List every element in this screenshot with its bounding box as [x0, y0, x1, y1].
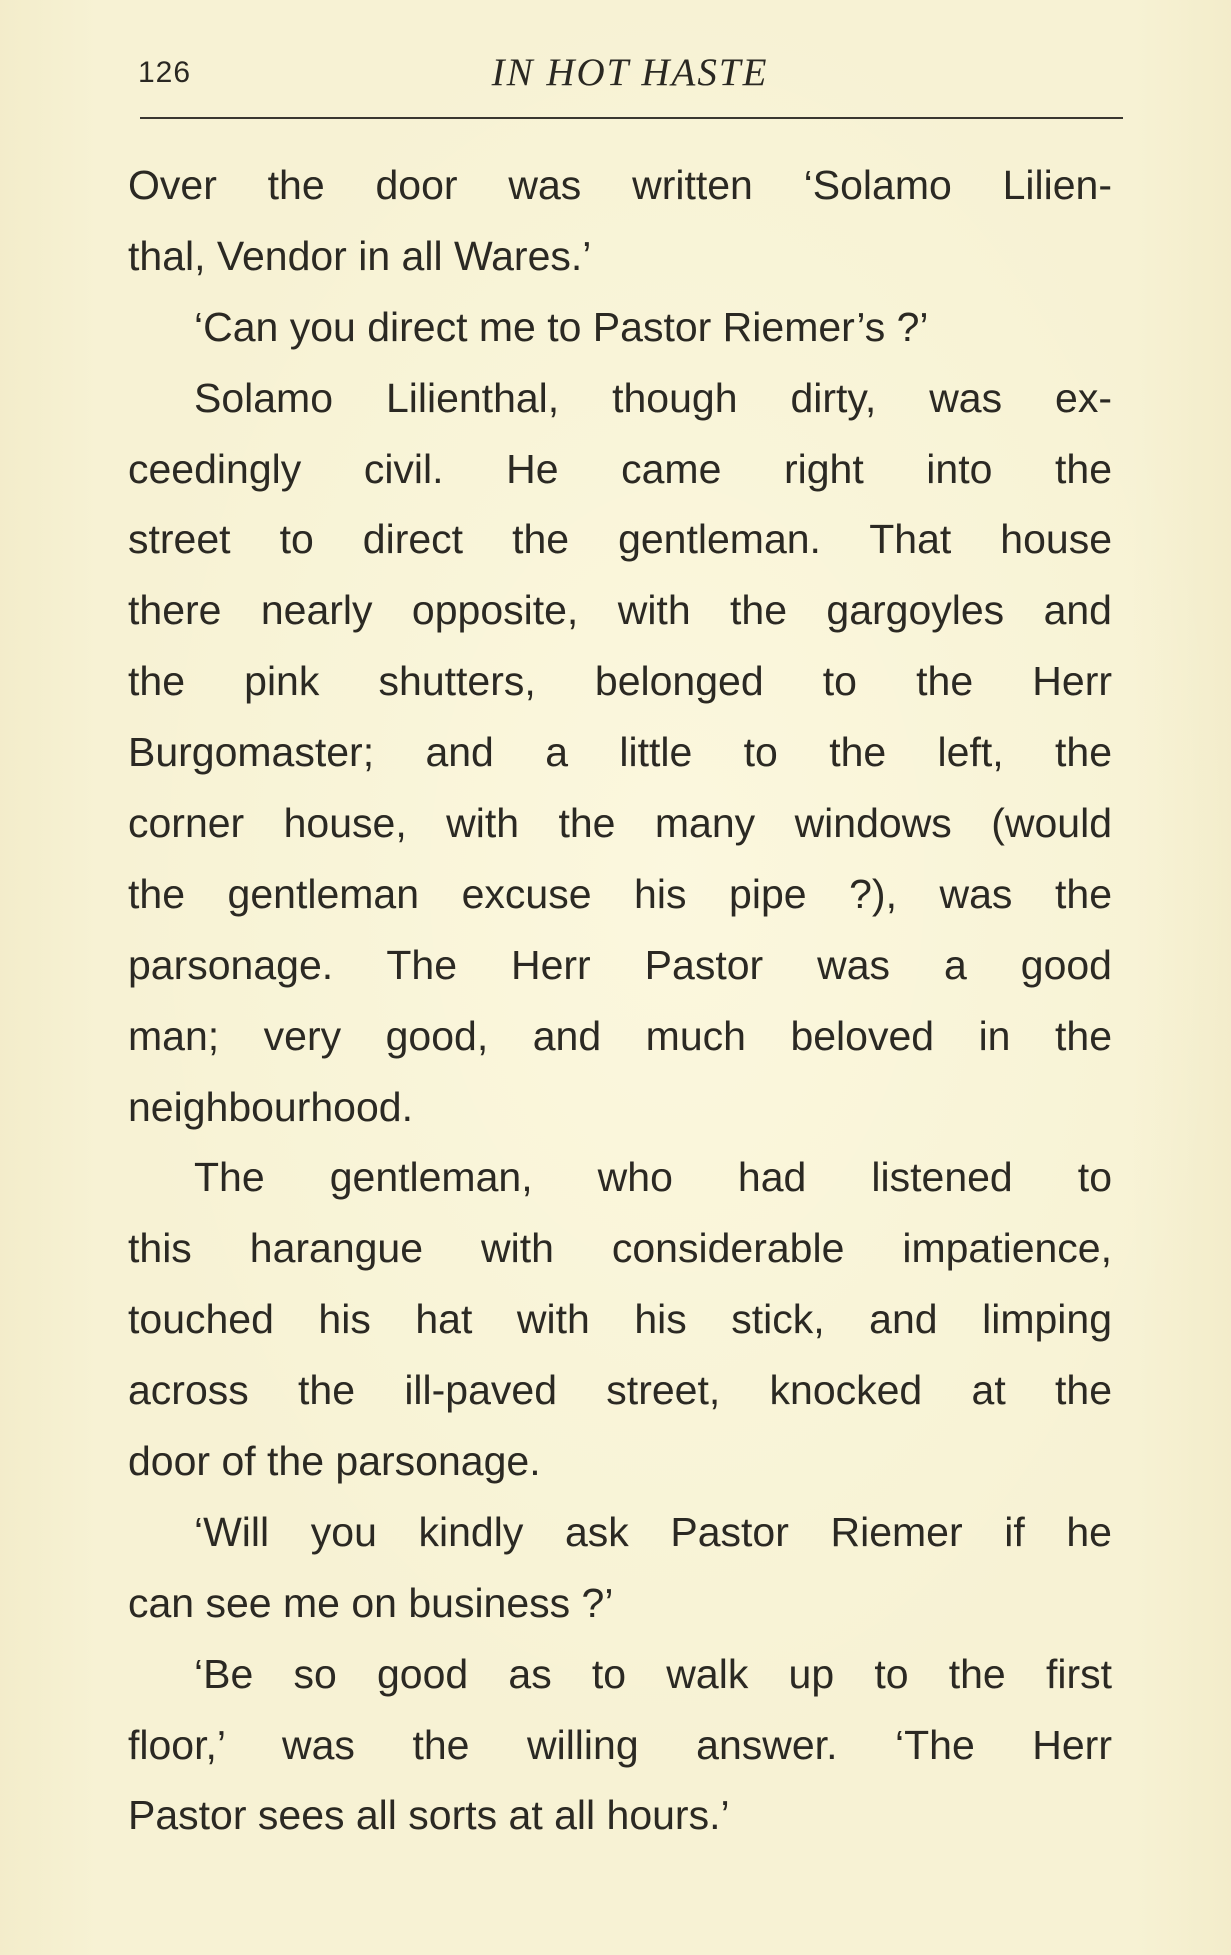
page-number: 126 [138, 56, 192, 89]
text-line: neighbourhood. [128, 1083, 413, 1130]
text-line: parsonage. The Herr Pastor was a good [128, 941, 1112, 988]
text-line: door of the parsonage. [128, 1438, 541, 1485]
text-line: across the ill-paved street, knocked at the [128, 1367, 1112, 1414]
text-line: there nearly opposite, with the gargoyles and [128, 587, 1112, 634]
text-line: Over the door was written ‘Solamo Lilien- [128, 162, 1112, 208]
text-line: corner house, with the many windows (would [128, 800, 1112, 847]
text-line: The gentleman, who had listened to [194, 1154, 1112, 1201]
text-line: Solamo Lilienthal, though dirty, was ex- [194, 374, 1112, 421]
text-line: ‘Will you kindly ask Pastor Riemer if he [194, 1508, 1112, 1555]
text-line: thal, Vendor in all Wares.’ [128, 232, 592, 279]
text-line: ‘Be so good as to walk up to the first [194, 1650, 1112, 1697]
text-line: ‘Can you direct me to Pastor Riemer’s ?’ [194, 303, 929, 350]
text-line: the gentleman excuse his pipe ?), was the [128, 870, 1112, 917]
text-line: Pastor sees all sorts at all hours.’ [128, 1792, 730, 1839]
text-line: floor,’ was the willing answer. ‘The Herr [128, 1721, 1112, 1768]
text-line: man; very good, and much beloved in the [128, 1012, 1112, 1059]
running-title: IN HOT HASTE [491, 51, 769, 94]
text-line: can see me on business ?’ [128, 1579, 614, 1626]
text-line: Burgomaster; and a little to the left, the [128, 729, 1112, 776]
text-line: ceedingly civil. He came right into the [128, 445, 1112, 492]
header-rule [140, 117, 1123, 119]
running-head [138, 50, 1122, 100]
text-line: street to direct the gentleman. That house [128, 516, 1112, 563]
body-text [128, 150, 1112, 1851]
text-line: this harangue with considerable impatience, [128, 1225, 1112, 1272]
text-line: the pink shutters, belonged to the Herr [128, 658, 1112, 705]
text-line: touched his hat with his stick, and limping [128, 1296, 1112, 1343]
